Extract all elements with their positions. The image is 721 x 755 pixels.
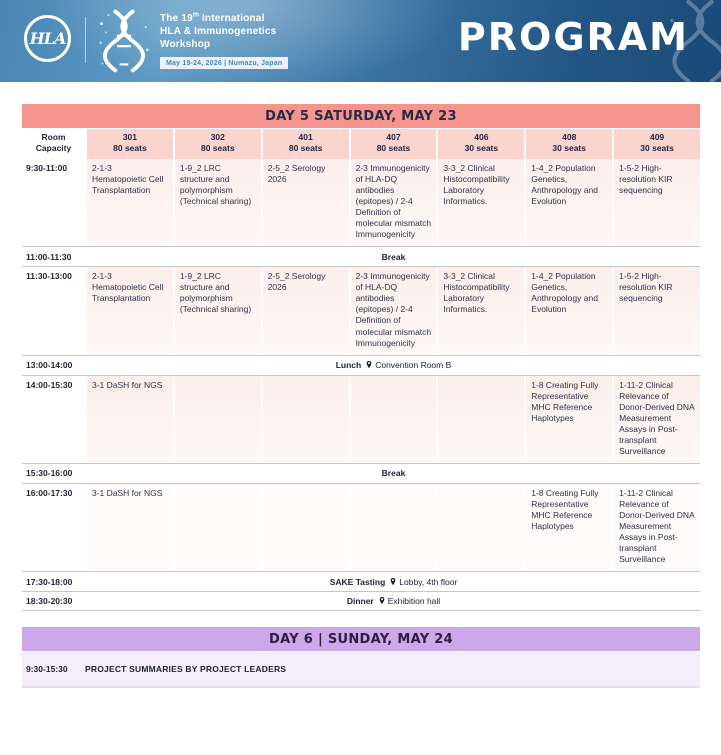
session-cell: 3-3_2 Clinical Histocompatibility Laboratory Informatics. (438, 267, 524, 354)
room-header-408: 408 30 seats (526, 129, 612, 159)
time-slot: 9:30-11:00 (22, 159, 85, 246)
session-cell: 3-1 DaSH for NGS (87, 376, 173, 463)
room-header-407: 407 80 seats (351, 129, 437, 159)
time-slot: 17:30-18:00 (22, 577, 85, 587)
dna-helix-icon (98, 8, 150, 74)
session-cell: 1-4_2 Population Genetics, Anthropology and Evolution (526, 267, 612, 354)
room-header-401: 401 80 seats (263, 129, 349, 159)
break-row (22, 463, 700, 483)
session-cell: 1-11-2 Clinical Relevance of Donor-Derived DNA Measurement Assays in Post-transplant Surveillance (614, 376, 700, 463)
session-cell: 2-5_2 Serology 2026 (263, 159, 349, 246)
time-slot: 16:00-17:30 (22, 484, 85, 571)
session-cell: 2-5_2 Serology 2026 (263, 267, 349, 354)
session-cell: 2-1-3 Hematopoietic Cell Transplantation (87, 159, 173, 246)
schedule-row (22, 159, 700, 246)
session-cell: 1-9_2 LRC structure and polymorphism (Technical sharing) (175, 267, 261, 354)
session-cell: 3-3_2 Clinical Histocompatibility Laboratory Informatics. (438, 159, 524, 246)
session-cell: 1-5-2 High-resolution KIR sequencing (614, 159, 700, 246)
time-slot: 11:30-13:00 (22, 267, 85, 354)
break-label-cell: Break (381, 468, 406, 479)
schedule-row (22, 266, 700, 354)
time-slot: 18:30-20:30 (22, 596, 85, 606)
break-row (22, 246, 700, 266)
workshop-title-line2: HLA & Immunogenetics (160, 26, 277, 38)
session-cell: 2-1-3 Hematopoietic Cell Transplantation (87, 267, 173, 354)
dinner-row (22, 591, 700, 611)
session-cell (263, 376, 349, 463)
day6-schedule (22, 627, 700, 688)
session-cell: 2-3 Immunogenicity of HLA-DQ antibodies (epitopes) / 2-4 Definition of molecular mismatch Immunogenicity (351, 159, 437, 246)
location-pin-icon (389, 577, 397, 586)
dinner-label-cell: Dinner Exhibition hall (346, 596, 441, 607)
sake-tasting-label-cell: SAKE Tasting Lobby, 4th floor (329, 576, 458, 587)
date-location-badge: May 19-24, 2026 | Numazu, Japan (160, 57, 288, 69)
header-banner (0, 0, 721, 82)
workshop-title-line1: The 19th International (160, 12, 265, 24)
lunch-row (22, 355, 700, 375)
session-cell (438, 376, 524, 463)
day5-header: DAY 5 SATURDAY, MAY 23 (22, 104, 700, 128)
workshop-title-line3: Workshop (160, 39, 211, 51)
time-slot: 15:30-16:00 (22, 468, 85, 478)
workshop-title (160, 12, 288, 70)
time-slot: 9:30-15:30 (26, 664, 68, 675)
session-cell (351, 376, 437, 463)
break-label-cell: Break (381, 251, 406, 262)
day5-schedule (22, 104, 700, 611)
session-cell (175, 376, 261, 463)
session-cell: 1-4_2 Population Genetics, Anthropology and Evolution (526, 159, 612, 246)
dna-decoration-icon (665, 0, 721, 82)
session-cell: 1-8 Creating Fully Representative MHC Reference Haplotypes (526, 376, 612, 463)
time-slot: 14:00-15:30 (22, 376, 85, 463)
schedule-row (22, 375, 700, 463)
hla-logo (24, 15, 71, 62)
session-cell (351, 484, 437, 571)
lunch-label-cell: Lunch Convention Room B (335, 360, 452, 371)
session-cell: 1-9_2 LRC structure and polymorphism (Technical sharing) (175, 159, 261, 246)
session-cell (175, 484, 261, 571)
session-cell: 1-5-2 High-resolution KIR sequencing (614, 267, 700, 354)
session-cell: 3-1 DaSH for NGS (87, 484, 173, 571)
room-capacity-header: Room Capacity (22, 129, 85, 159)
day6-header: DAY 6 | SUNDAY, MAY 24 (22, 627, 700, 651)
time-slot: 11:00-11:30 (22, 252, 85, 262)
day5-column-headers (22, 129, 700, 159)
location-pin-icon (378, 596, 386, 605)
location-pin-icon (365, 360, 373, 369)
page-title: PROGRAM (457, 15, 689, 59)
session-cell (438, 484, 524, 571)
session-cell: 1-8 Creating Fully Representative MHC Reference Haplotypes (526, 484, 612, 571)
room-header-302: 302 80 seats (175, 129, 261, 159)
session-cell: 1-11-2 Clinical Relevance of Donor-Derived DNA Measurement Assays in Post-transplant Surveillance (614, 484, 700, 571)
schedule-row (22, 483, 700, 571)
day6-session-label: PROJECT SUMMARIES BY PROJECT LEADERS (85, 664, 287, 675)
time-slot: 13:00-14:00 (22, 360, 85, 370)
room-header-409: 409 30 seats (614, 129, 700, 159)
banner-divider (85, 17, 86, 63)
sake-tasting-row (22, 571, 700, 591)
session-cell (263, 484, 349, 571)
session-cell: 2-3 Immunogenicity of HLA-DQ antibodies (epitopes) / 2-4 Definition of molecular mismatch Immunogenicity (351, 267, 437, 354)
room-header-301: 301 80 seats (87, 129, 173, 159)
day6-row (22, 652, 700, 688)
room-header-406: 406 30 seats (438, 129, 524, 159)
hla-logo-text: HLA (29, 29, 66, 48)
